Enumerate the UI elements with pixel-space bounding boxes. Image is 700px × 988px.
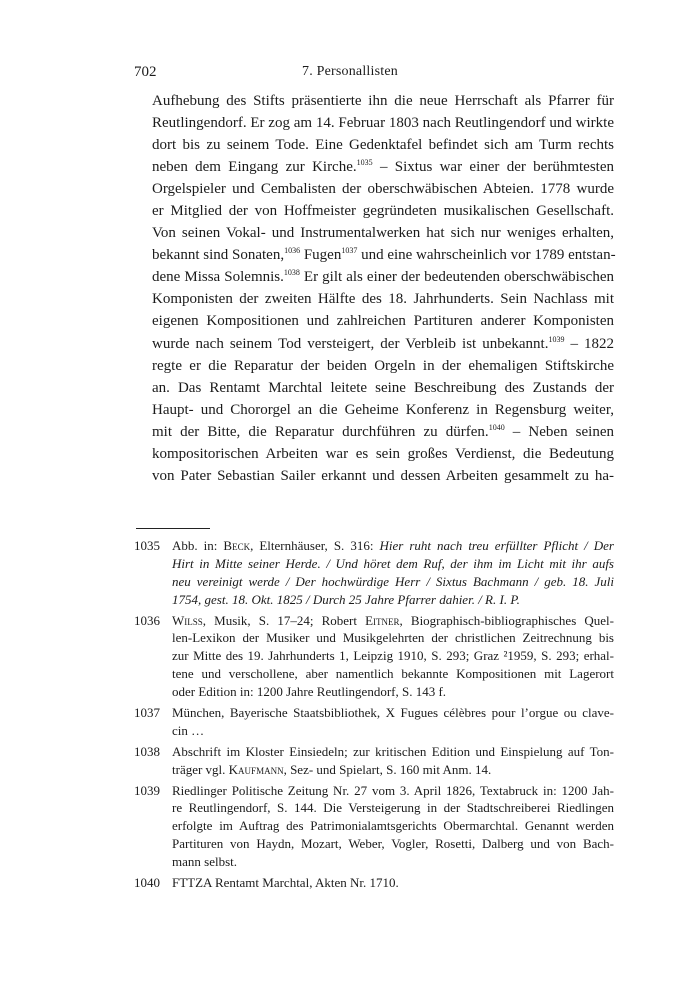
body-line (152, 90, 614, 112)
italic-text: Hirt in Mitte seiner Herde. / Und höret dem Ruf, der ihm im Licht mit ihr aufs (172, 555, 614, 571)
footnote-line (172, 683, 614, 701)
text-run: an. Das Rentamt Marchtal leitete seine Beschreibung des Zustands der (152, 379, 614, 396)
text-run: dene Missa Solemnis. (152, 269, 284, 286)
text-run: , Biographisch-bibliographisches Quel- (399, 612, 614, 628)
text-run: – Neben seinen (504, 423, 614, 440)
text-run: Fugen (300, 247, 342, 264)
author-name: Kaufmann (228, 761, 284, 777)
body-line (152, 112, 614, 134)
body-line (152, 156, 614, 178)
footnote-line (172, 761, 614, 779)
footnote-line (172, 665, 614, 683)
text-run: von Pater Sebastian Sailer erkannt und dessen Arbeiten gesammelt zu ha- (152, 467, 614, 484)
body-line (152, 399, 614, 421)
footnote-reference: 1038 (283, 268, 300, 278)
footnote-line (172, 782, 614, 800)
text-run: regte er die Reparatur der beiden Orgeln in der ehemaligen Stiftskirche (152, 357, 614, 374)
author-name: Wilss (172, 612, 203, 628)
text-run: Haupt- und Chororgel an die Geheime Konferenz in Regensburg weiter, (152, 401, 614, 418)
footnote-number: 1036 (134, 612, 160, 628)
text-run: Er gilt als einer der bedeutenden oberschwäbischen (299, 269, 614, 286)
text-run: , Musik, S. 17–24; Robert (202, 612, 366, 628)
body-line (152, 355, 614, 377)
footnote-number: 1040 (134, 875, 160, 891)
footnote-line (172, 743, 614, 761)
text-run: träger vgl. (172, 761, 229, 777)
text-run: cin … (172, 722, 205, 738)
text-run: , Sez- und Spielart, S. 160 mit Anm. 14. (283, 761, 492, 777)
footnote-1039 (134, 782, 614, 871)
text-run: bekannt sind Sonaten, (152, 247, 285, 264)
text-run: , Elternhäuser, S. 316: (250, 538, 380, 553)
running-head: 7. Personallisten (302, 64, 398, 79)
text-run: Aufhebung des Stifts präsentierte ihn die neue Herrschaft als Pfarrer für (152, 93, 614, 109)
body-line (152, 421, 614, 443)
footnote-number: 1037 (134, 705, 160, 721)
text-run: dort bis zu seinem Tode. Eine Gedenktafel befindet sich am Turm rechts (152, 137, 614, 154)
footnote-1038 (134, 743, 614, 779)
text-run: neben dem Eingang zur Kirche. (152, 159, 357, 176)
footnote-line (172, 555, 614, 573)
footnote-reference: 1037 (341, 246, 358, 256)
text-run: mit der Bitte, die Reparatur durchführen zu dürfen. (152, 423, 489, 440)
footnote-line (172, 537, 614, 555)
footnote-reference: 1039 (548, 334, 565, 344)
body-line (152, 465, 614, 487)
footnote-number: 1035 (134, 538, 160, 553)
footnote-line (172, 573, 614, 591)
body-text (152, 90, 614, 487)
footnote-1036 (134, 612, 614, 701)
footnote-reference: 1035 (356, 158, 373, 168)
text-run: Riedlinger Politische Zeitung Nr. 27 vom 3. April 1826, Textabruck in: 1200 Jah- (172, 782, 614, 798)
footnote-1037 (134, 704, 614, 740)
italic-text: neu vereinigt werde / Der hochwürdige Herr / Sixtus Bachmann / geb. 18. Juli (172, 573, 614, 589)
body-line (152, 377, 614, 399)
footnote-line (172, 629, 614, 647)
text-run: Komponisten der zweiten Hälfte des 18. Jahrhunderts. Sein Nachlass mit (152, 291, 614, 308)
text-run: mann selbst. (172, 854, 237, 870)
text-run: Partituren von Haydn, Mozart, Weber, Vogler, Rosetti, Dalberg und von Bach- (172, 836, 614, 852)
footnote-number: 1038 (134, 743, 160, 759)
body-line (152, 134, 614, 156)
footnote-line (172, 704, 614, 722)
body-line (152, 333, 614, 355)
footnotes (134, 537, 614, 895)
footnote-number: 1039 (134, 782, 160, 798)
text-run: er Mitglied der von Hoffmeister gegründeten musikalischen Gesellschaft. (152, 203, 614, 220)
footnote-1035 (134, 537, 614, 609)
text-run: Von seinen Vokal- und Instrumentalwerken hat sich nur weniges erhalten, (152, 225, 614, 242)
italic-text: 1754, gest. 18. Okt. 1825 / Durch 25 Jahre Pfarrer dahier. / R. I. P. (172, 591, 520, 607)
footnote-line (172, 591, 614, 609)
body-line (152, 222, 614, 244)
text-run: oder Edition in: 1200 Jahre Reutlingendorf, S. 143 f. (172, 684, 447, 700)
italic-text: Hier ruht nach treu erfüllter Pflicht / Der (379, 538, 614, 553)
footnote-separator (136, 528, 210, 529)
author-name: Eitner (365, 612, 400, 628)
text-run: Orgelspieler und Cembalisten der oberschwäbischen Abteien. 1778 wurde (152, 181, 614, 198)
body-line (152, 288, 614, 310)
text-run: Abschrift im Kloster Einsiedeln; zur kritischen Edition und Einspielung auf Ton- (172, 743, 614, 759)
footnote-line (172, 647, 614, 665)
text-run: tene und verschollene, aber namentlich bekannte Kompositionen mit Lagerort (172, 666, 614, 682)
footnote-reference: 1036 (284, 246, 301, 256)
footnote-line (172, 853, 614, 871)
text-run: – Sixtus war einer der berühmtesten (372, 159, 614, 176)
text-run: wurde nach seinem Tod versteigert, der Verbleib ist unbekannt. (152, 335, 549, 352)
body-line (152, 310, 614, 332)
text-run: len-Lexikon der Musiker und Musikgelehrten der christlichen Zeitrechnung bis (172, 630, 614, 646)
footnote-line (172, 722, 614, 740)
text-run: Abb. in: (172, 538, 224, 553)
footnote-1040 (134, 874, 614, 892)
body-line (152, 200, 614, 222)
footnote-line (172, 835, 614, 853)
author-name: Beck (223, 538, 251, 553)
footnote-reference: 1040 (488, 422, 505, 432)
text-run: zur Mitte des 19. Jahrhunderts 1, Leipzig 1910, S. 293; Graz ²1959, S. 293; erhal- (172, 648, 614, 664)
text-run: – 1822 (564, 335, 614, 352)
footnote-line (172, 612, 614, 630)
text-run: eigenen Kompositionen und zahlreichen Partituren anderer Komponisten (152, 313, 614, 330)
footnote-line (172, 874, 614, 892)
body-line (152, 443, 614, 465)
text-run: erfolgte im Auftrag des Patrimonialamtsgerichts Obermarchtal. Genannt werden (172, 818, 614, 834)
text-run: kompositorischen Arbeiten war es sein großes Verdienst, die Bedeutung (152, 445, 614, 462)
text-run: und eine wahrscheinlich vor 1789 entstan- (357, 247, 616, 264)
footnote-line (172, 817, 614, 835)
body-line (152, 178, 614, 200)
text-run: Reutlingendorf. Er zog am 14. Februar 1803 nach Reutlingendorf und wirkte (152, 115, 614, 132)
footnote-line (172, 799, 614, 817)
body-line (152, 266, 614, 288)
text-run: FTTZA Rentamt Marchtal, Akten Nr. 1710. (172, 875, 399, 891)
text-run: München, Bayerische Staatsbibliothek, X Fugues célèbres pour l’orgue ou clave- (172, 705, 614, 721)
text-run: re Reutlingendorf, S. 144. Die Versteigerung in der Stadtschreiberei Riedlingen (172, 800, 614, 816)
page-number: 702 (134, 64, 157, 80)
body-line (152, 244, 614, 266)
